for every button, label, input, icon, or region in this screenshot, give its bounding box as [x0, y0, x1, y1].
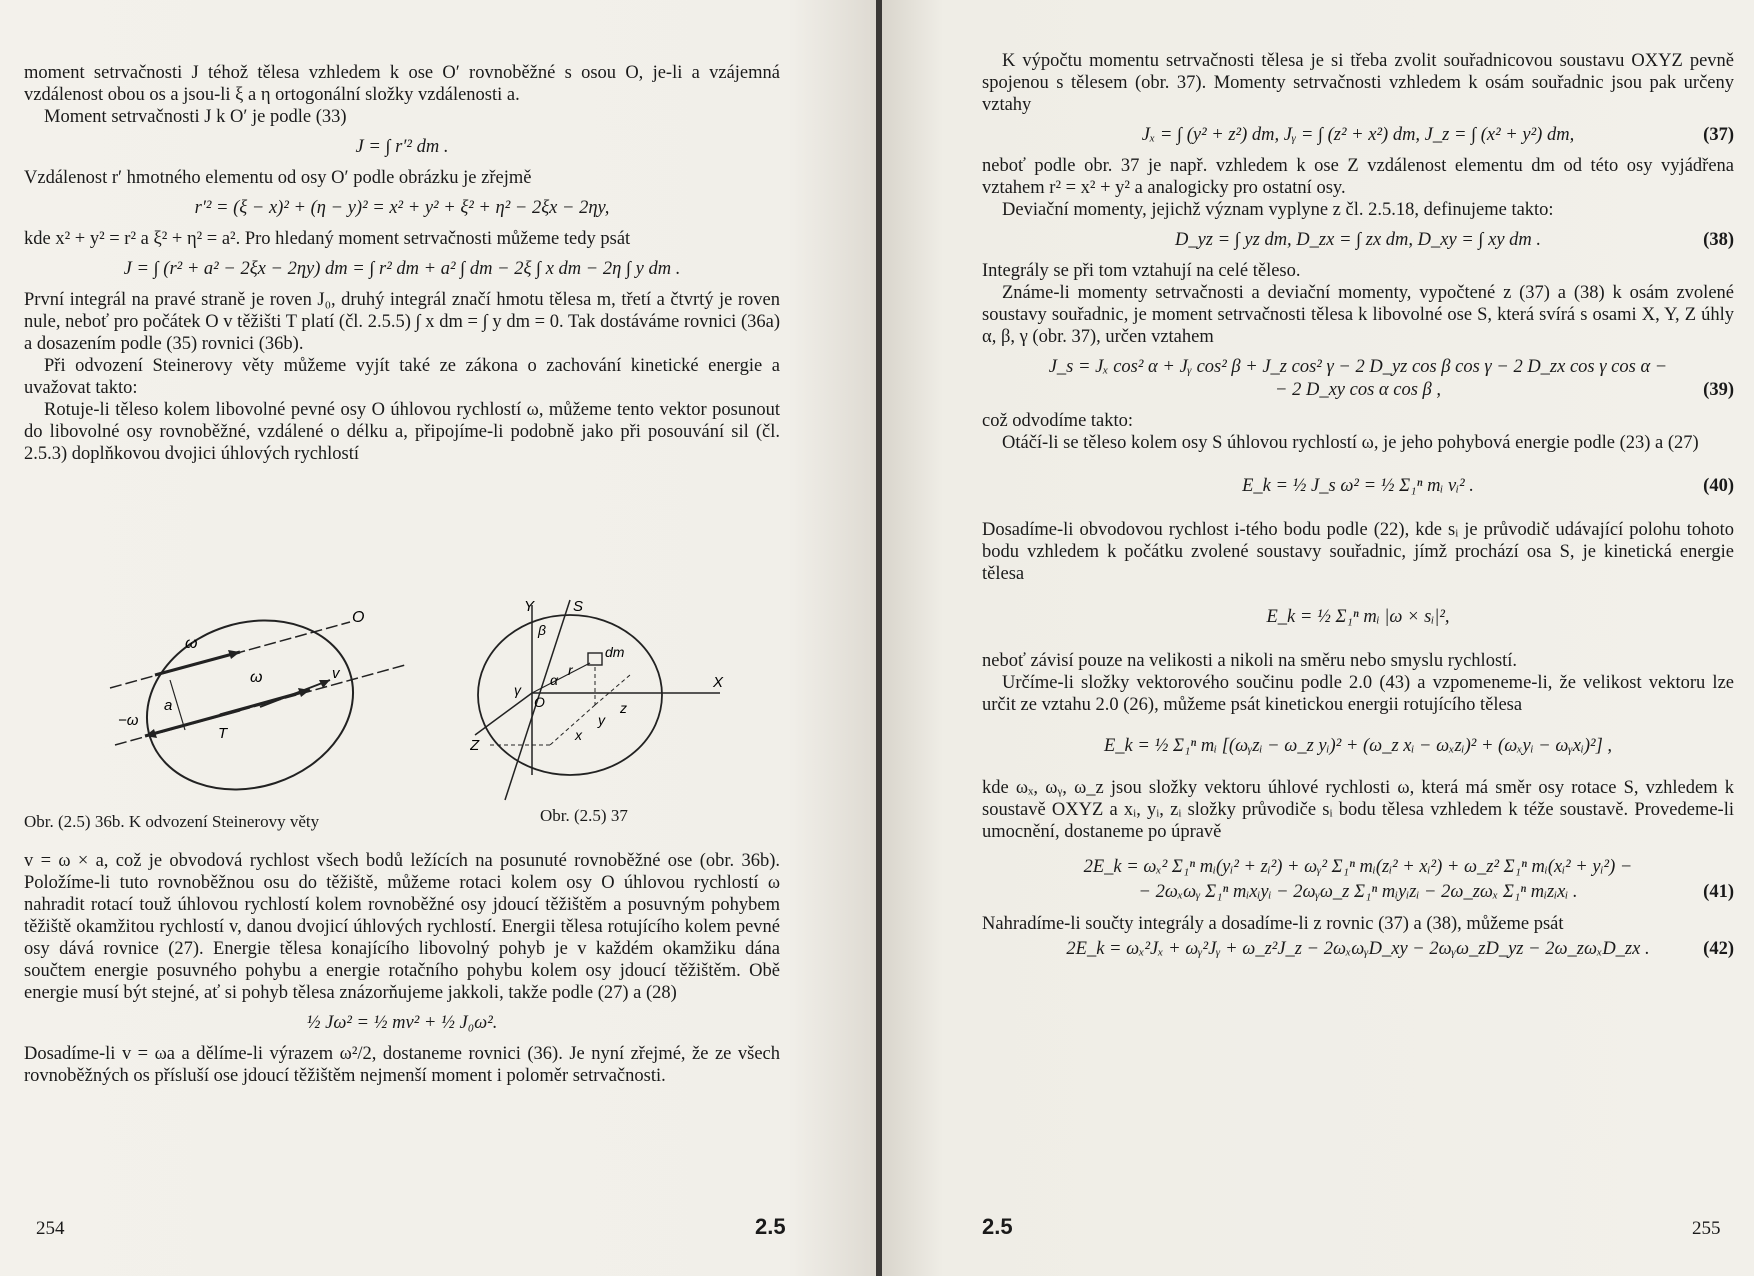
paragraph: Integrály se při tom vztahují na celé těleso. [982, 261, 1301, 281]
equation: ½ Jω² = ½ mv² + ½ J₀ω². [306, 1013, 498, 1033]
fig36-label: ω [185, 635, 198, 652]
page-number: 255 [1692, 1218, 1721, 1239]
paragraph: Dosadíme-li obvodovou rychlost i-tého bodu podle (22), kde sᵢ je průvodič udávající polohu tohoto bodu vzhledem k počátku zvolené soustavy souřadnic, jímž prochází osa S, je kinetická energie tělesa [982, 520, 1734, 584]
equation: 2E_k = ωₓ²Jₓ + ωᵧ²Jᵧ + ω_z²J_z − 2ωₓωᵧD_xy − 2ωᵧω_zD_yz − 2ω_zωₓD_zx . (42) [1066, 939, 1734, 959]
fig37-label: S [573, 598, 584, 615]
equation: 2E_k = ωₓ² Σ₁ⁿ mᵢ(yᵢ² + zᵢ²) + ωᵧ² Σ₁ⁿ mᵢ(zᵢ² + xᵢ²) + ω_z² Σ₁ⁿ mᵢ(xᵢ² + yᵢ²) − [1083, 857, 1633, 877]
paragraph: Moment setrvačnosti J k O′ je podle (33) [44, 107, 347, 127]
fig37-body-ellipse [478, 615, 662, 775]
equation: E_k = ½ J_s ω² = ½ Σ₁ⁿ mᵢ vᵢ² . (40) [1242, 476, 1734, 496]
paragraph: kde ωₓ, ωᵧ, ω_z jsou složky vektoru úhlové rychlosti ω, která má směr osy rotace S, vzhledem k soustavě OXYZ a xᵢ, yᵢ, zᵢ složky průvodiče sᵢ bodu tělesa vzhledem k téže soustavě. Provedeme-li umocnění, dostaneme po úpravě [982, 778, 1734, 842]
equation: J = ∫ (r² + a² − 2ξx − 2ηy) dm = ∫ r² dm + a² ∫ dm − 2ξ ∫ x dm − 2η ∫ y dm . [123, 259, 681, 279]
fig37-axis-z [475, 693, 532, 735]
fig37-label: Y [524, 598, 535, 615]
equation: E_k = ½ Σ₁ⁿ mᵢ [(ωᵧzᵢ − ω_z yᵢ)² + (ω_z xᵢ − ωₓzᵢ)² + (ωₓyᵢ − ωᵧxᵢ)²] , [1103, 736, 1613, 756]
paragraph: v = ω × a, což je obvodová rychlost všech bodů ležících na posunuté rovnoběžné ose (obr. 36b). Položíme-li tuto rovnoběžnou osu do těžiště, můžeme rotaci kolem osy O úhlovou rychlostí ω nahradit rotací touž úhlovou rychlostí kolem rovnoběžné osy jdoucí těžištěm a posuvným pohybem těžiště okamžitou rychlostí v, danou dvojicí úhlových rychlostí. Energii tělesa rotujícího kolem pevné osy dává rovnice (27). Energie tělesa konajícího libovolný pohyb je v každém okamžiku dána součtem energie posuvného pohybu a energie rotačního pohybu kolem osy jdoucí těžištěm. Obě energie musí být stejné, ať si pohyb tělesa znázorňujeme jakkoli, takže podle (27) a (28) [24, 851, 780, 1003]
equation: − 2ωₓωᵧ Σ₁ⁿ mᵢxᵢyᵢ − 2ωᵧω_z Σ₁ⁿ mᵢyᵢzᵢ − 2ω_zωₓ Σ₁ⁿ mᵢzᵢxᵢ . (41) [1138, 882, 1734, 902]
paragraph: Dosadíme-li v = ωa a dělíme-li výrazem ω²/2, dostaneme rovnici (36). Je nyní zřejmé, že ze všech rovnoběžných os přísluší ose jdoucí těžištěm nejmenší moment i poloměr setrvačnosti. [24, 1044, 780, 1086]
fig36-v-arrow [260, 680, 330, 707]
paragraph: Vzdálenost r′ hmotného elementu od osy O′ podle obrázku je zřejmě [24, 168, 532, 188]
page-number: 254 [36, 1218, 65, 1239]
equation: J = ∫ r′² dm . [355, 137, 449, 157]
left-text-column [24, 62, 780, 465]
fig36-label: T [218, 725, 228, 742]
fig37-label: z [620, 700, 627, 716]
fig37-label: dm [605, 644, 625, 660]
figure-37-caption: Obr. (2.5) 37 [540, 806, 628, 825]
paragraph: Určíme-li složky vektorového součinu podle 2.0 (43) a vzpomeneme-li, že velikost vektoru lze určit ze vztahu 2.0 (26), můžeme psát kinetickou energii rotujícího tělesa [982, 673, 1734, 715]
paragraph: K výpočtu momentu setrvačnosti tělesa je si třeba zvolit souřadnicovou soustavu OXYZ pevně spojenou s tělesem (obr. 37). Momenty setrvačnosti vzhledem k osám souřadnic jsou pak určeny vztahy [982, 51, 1734, 115]
equation: Jₓ = ∫ (y² + z²) dm, Jᵧ = ∫ (z² + x²) dm, J_z = ∫ (x² + y²) dm, (37) [1141, 125, 1734, 145]
paragraph: Otáčí-li se těleso kolem osy S úhlovou rychlostí ω, je jeho pohybová energie podle (23) a (27) [1002, 433, 1699, 453]
fig37-label: α [550, 672, 558, 688]
fig37-label: O [534, 694, 545, 710]
left-text-column-lower [24, 850, 780, 1087]
paragraph: První integrál na pravé straně je roven J₀, druhý integrál značí hmotu tělesa m, třetí a čtvrtý je roven nule, neboť pro počátek O v těžišti T platí (čl. 2.5.5) ∫ x dm = ∫ y dm = 0. Tak dostáváme rovnici (36a) a dosazením podle (35) rovnici (36b). [24, 290, 780, 354]
paragraph: což odvodíme takto: [982, 411, 1134, 431]
fig37-label: r [568, 662, 573, 678]
fig37-label: y [598, 712, 605, 728]
paragraph: kde x² + y² = r² a ξ² + η² = a². Pro hledaný moment setrvačnosti můžeme tedy psát [24, 229, 631, 249]
equation: E_k = ½ Σ₁ⁿ mᵢ |ω × sᵢ|², [1266, 607, 1450, 627]
fig36-label: v [332, 665, 340, 682]
paragraph: Známe-li momenty setrvačnosti a deviační momenty, vypočtené z (37) a (38) k osám zvolené soustavy souřadnic, je moment setrvačnosti tělesa k libovolné ose S, která svírá s osami X, Y, Z úhly α, β, γ (obr. 37), určen vztahem [982, 283, 1734, 347]
equation: r′² = (ξ − x)² + (η − y)² = x² + y² + ξ² + η² − 2ξx − 2ηy, [194, 198, 610, 218]
left-page [0, 0, 876, 1276]
equation: J_s = Jₓ cos² α + Jᵧ cos² β + J_z cos² γ − 2 D_yz cos β cos γ − 2 D_zx cos γ cos α − [1048, 357, 1668, 377]
section-marker: 2.5 [755, 1214, 786, 1239]
fig36-body-ellipse [125, 610, 375, 795]
fig36-label: −ω [118, 712, 139, 729]
fig36-label: a [164, 697, 173, 714]
paragraph: Deviační momenty, jejichž význam vyplyne z čl. 2.5.18, definujeme takto: [1002, 200, 1554, 220]
right-page [882, 0, 1754, 1276]
equation: D_yz = ∫ yz dm, D_zx = ∫ zx dm, D_xy = ∫ xy dm . (38) [1174, 230, 1734, 250]
fig37-r-line [532, 663, 590, 693]
fig37-label: γ [514, 682, 521, 698]
right-text-column [982, 50, 1734, 969]
fig37-label: β [538, 622, 546, 638]
fig36-label: ω [250, 669, 263, 686]
paragraph: Nahradíme-li součty integrály a dosadíme-li z rovnic (37) a (38), můžeme psát [982, 914, 1564, 934]
paragraph: Při odvození Steinerovy věty můžeme vyjít také ze zákona o zachování kinetické energie a uvažovat takto: [24, 356, 780, 398]
paragraph: neboť závisí pouze na velikosti a nikoli na směru nebo smyslu rychlostí. [982, 651, 1518, 671]
figure-36b-caption: Obr. (2.5) 36b. K odvození Steinerovy věty [24, 812, 320, 831]
figure-37 [470, 595, 740, 810]
fig37-label: X [713, 674, 724, 691]
paragraph: Rotuje-li těleso kolem libovolné pevné osy O úhlovou rychlostí ω, můžeme tento vektor posunout do libovolné osy rovnoběžné, vzdálené o délku a, připojíme-li podobně jako při posouvání sil (čl. 2.5.3) doplňkovou dvojici úhlových rychlostí [24, 400, 780, 464]
paragraph: moment setrvačnosti J téhož tělesa vzhledem k ose O′ rovnoběžné s osou O, je-li a vzájemná vzdálenost obou os a jsou-li ξ a η ortogonální složky vzdálenosti a. [24, 63, 780, 105]
figure-36b [100, 610, 420, 795]
fig37-label: x [575, 727, 582, 743]
fig37-label: Z [470, 737, 480, 754]
paragraph: neboť podle obr. 37 je např. vzhledem k ose Z vzdálenost elementu dm od této osy vyjádřena vztahem r² = x² + y² a analogicky pro ostatní osy. [982, 156, 1734, 198]
fig36-label: O [352, 610, 365, 626]
section-marker: 2.5 [982, 1214, 1013, 1239]
equation: − 2 D_xy cos α cos β , (39) [1274, 380, 1734, 400]
